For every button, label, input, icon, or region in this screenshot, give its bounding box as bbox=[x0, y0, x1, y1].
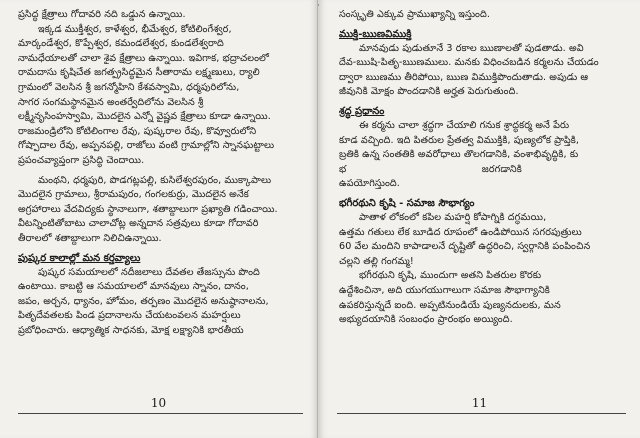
section-heading-text: ముక్తి-ఋణవిముక్తి bbox=[339, 28, 412, 40]
text-line: గోష్పాదాల రేవు, అప్పనపల్లి, రాజోలు వంటి గ్రామాల్లోని స్నానఘట్టాలు bbox=[18, 140, 275, 152]
text-line: తీరాలలో శతాబ్దాలుగా నిలిచిఉన్నాయి. bbox=[18, 232, 162, 244]
text-line: అభ్యుదయానికి సంబంధం ప్రారంభం అయ్యింది. bbox=[339, 314, 513, 326]
text-line: ఉంటాయి. కాబట్టి ఆ సమయాలలో మానవులు స్నానం, దానం, bbox=[18, 281, 249, 293]
text-line: అగ్రహారాలు వేదవిద్యకు స్థానాలుగా, శతాబ్దాలుగా ప్రఖ్యాతి గడించాయి. bbox=[18, 203, 278, 215]
text-line: మానవుడు పుడుతూనే 3 రకాల ఋణాలతో పుడతాడు. అవి bbox=[359, 42, 584, 54]
text-line: పితృదేవతలకు పిండ ప్రదానాలను చేయటంవలన మహర్షులు bbox=[18, 310, 241, 322]
text-line: భ జరగడానికి bbox=[339, 163, 522, 175]
text-line: జపం, అర్చన, ధ్యానం, హోమం, తర్పణం మొదలైన అనుష్ఠానాలను, bbox=[18, 295, 269, 307]
text-line: రాజమండ్రిలోని కోటిలింగాల రేవు, పుష్కరాల రేవు, కొవ్వూరులోని bbox=[18, 125, 257, 137]
text-line: మార్కండేశ్వర, కొప్పేశ్వర, కమండలేశ్వర, కుండలేశ్వరాది bbox=[18, 38, 224, 50]
text-line: ఉపయోగిస్తుంది. bbox=[339, 178, 400, 190]
page-number: 10 bbox=[150, 396, 167, 410]
text-line: ప్రసిద్ధ క్షేత్రాలు గోదావరి నది ఒడ్డున ఉన్నాయి. bbox=[18, 9, 186, 20]
text-line: బ్రతికి ఉన్న సంతతికి అవరోధాలు తొలగడానికి, వంశాభివృద్ధికి, కు bbox=[339, 149, 579, 161]
left-page bbox=[0, 0, 318, 438]
text-line: ఉత్తమ గతులు లేక బూడిద రూపంలో ఉండిపోయిన సగరపుత్రులు bbox=[339, 226, 582, 238]
text-line: ఉపకరిస్తున్నదే ఐంది. అప్పటినుండియే పుణ్యనదులకు, మన bbox=[339, 299, 561, 311]
text-line: రామదాసు కృషిచేత జగత్ప్రసిద్ధమైన సీతారామ లక్ష్మణులు, ర్యాలి bbox=[18, 67, 260, 79]
text-line: ద్వారా ఋణము తీరిపోయి, ఋణ విముక్తిపొందుతాడు. అపుడు ఆ bbox=[339, 71, 589, 83]
section-heading bbox=[18, 251, 303, 266]
text-line: పుష్కర సమయాలలో నదీజలాలు దేవతల తేజస్సును పొంది bbox=[38, 266, 260, 278]
text-line: సంస్కృతి ఎక్కువ ప్రాముఖ్యాన్ని ఇస్తుంది. bbox=[339, 9, 491, 20]
footer-rule bbox=[18, 413, 303, 414]
text-line: వీటన్నింటితోబాటు చాలాచోట్ల అన్నదాన సత్రవులు కూడా గోదావరి bbox=[18, 218, 259, 230]
text-line: పాతాళ లోకంలో కపిల మహర్షి కోపాగ్నికి దగ్ధమయి, bbox=[359, 211, 547, 223]
text-line: నామధేయాలతో చాలా శైవ క్షేత్రాలు ఉన్నాయి. ఇవిగాక, భద్రాచలంలో bbox=[18, 52, 270, 64]
text-line: చల్లని తల్లి గంగమ్మ! bbox=[339, 255, 414, 267]
text-line: జీవునికి మోక్షం పొందడానికి అర్హత పెరుగుతుంది. bbox=[339, 86, 519, 98]
right-page bbox=[319, 0, 640, 438]
page-number: 11 bbox=[471, 396, 488, 410]
text-line: ఇక్కడ ముక్తీశ్వర, కాళేశ్వర, భీమేశ్వర, కోటిలింగేశ్వర, bbox=[38, 23, 232, 35]
text-line: గ్రామంలో వెలసిన శ్రీ జగన్మోహిని కేశవస్వామి, ధర్మపురిలోను, bbox=[18, 81, 240, 93]
text-line: దేవ-ఋషి-పితృ-ఋణములు. మనకు విధించబడిన కర్మలను చేయడం bbox=[339, 57, 599, 69]
text-line: ప్రపంచవ్యాప్తంగా ప్రసిద్ధి చెందాయి. bbox=[18, 154, 145, 166]
section-heading: భగీరథుని కృషి - సమాజ సౌభాగ్యం bbox=[339, 197, 475, 209]
section-heading bbox=[339, 27, 626, 42]
text-line: ఈ కర్మను చాలా శ్రద్ధగా చేయాలి గనుక శ్రాద్ధకర్మ అనే పేరు bbox=[359, 119, 570, 131]
text-line: కూడ వచ్చింది. ఇది పితరుల ప్రేతత్వ విముక్తికి, పుణ్యలోక ప్రాప్తికి, bbox=[339, 134, 580, 146]
text-line: భగీరథుని కృషి, ముందుగా అతని పితరుల కొరకు bbox=[359, 270, 542, 282]
text-line: లక్ష్మీనృసింహస్వామి, మొదలైన ఎన్నో వైష్ణవ క్షేత్రాలు కూడా ఉన్నాయి. bbox=[18, 111, 271, 123]
footer-rule bbox=[337, 413, 626, 414]
section-heading-text: పుష్కర కాలాల్లో మన కర్తవ్యాలు bbox=[18, 252, 141, 264]
text-line: ప్రబోధించారు. ఆధ్యాత్మిక సాధనకు, మోక్ష లక్ష్యానికి భారతీయ bbox=[18, 324, 244, 336]
text-line: సాగర సంగమస్థానమైన అంతర్వేదిలోను వెలసిన శ్రీ bbox=[18, 96, 204, 108]
section-heading bbox=[339, 104, 626, 119]
text-line: ఉద్దేశించినా, అది యుగయుగాలుగా సమాజ సౌభాగ్యానికి bbox=[339, 284, 550, 296]
text-line: 60 వేల మందిని కాపాడాలనే దృష్టితో ఉద్ధరించి, స్వర్గానికి పంపించిన bbox=[339, 241, 591, 253]
text-line: మంథని, ధర్మపురి, పొడగట్లపల్లి, కుసిలేశ్వరపురం, ముక్కాపాలు bbox=[38, 174, 272, 186]
section-heading-text: శ్రద్ధ ప్రధానం bbox=[339, 105, 385, 117]
text-line: మొదలైన గ్రామాలు, శ్రీరామపురం, గంగలకుర్రు, మొదలైన అనేక bbox=[18, 189, 249, 201]
